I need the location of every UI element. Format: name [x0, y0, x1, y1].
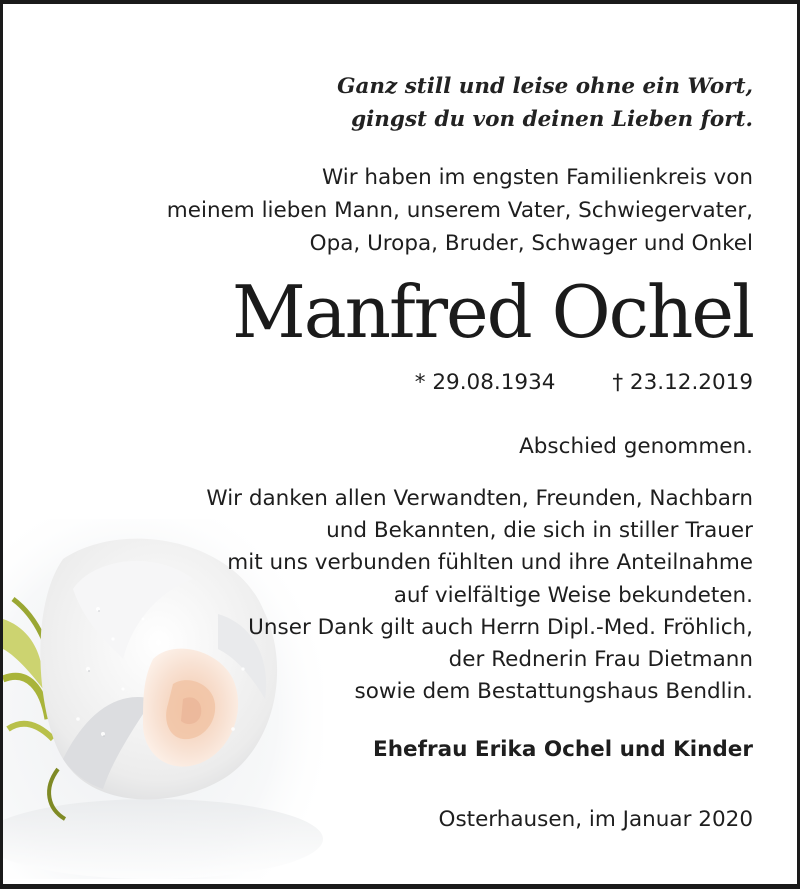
- thanks-line: mit uns verbunden fühlten und ihre Anteilnahme: [227, 550, 753, 576]
- place-and-date: Osterhausen, im Januar 2020: [438, 807, 753, 832]
- death-date: † 23.12.2019: [612, 370, 753, 395]
- birth-date: * 29.08.1934: [414, 370, 556, 395]
- memorial-verse: [337, 70, 753, 136]
- life-dates: [415, 368, 753, 398]
- thanks-line: Wir danken allen Verwandten, Freunden, Nachbarn: [206, 486, 753, 511]
- farewell-text: Abschied genommen.: [519, 434, 753, 459]
- intro-line: meinem lieben Mann, unserem Vater, Schwiegervater,: [166, 198, 753, 223]
- thanks-line: und Bekannten, die sich in stiller Trauer: [326, 518, 753, 544]
- intro-paragraph: [167, 161, 753, 260]
- thanks-line: Unser Dank gilt auch Herrn Dipl.-Med. Fröhlich,: [248, 614, 753, 640]
- intro-line: Opa, Uropa, Bruder, Schwager und Onkel: [309, 231, 753, 256]
- verse-line: Ganz still und leise ohne ein Wort,: [337, 74, 753, 99]
- family-signature: Ehefrau Erika Ochel und Kinder: [373, 737, 753, 762]
- thanks-paragraph: [206, 483, 753, 708]
- verse-line: gingst du von deinen Lieben fort.: [351, 107, 753, 132]
- thanks-line: auf vielfältige Weise bekundeten.: [393, 582, 753, 608]
- thanks-line: der Rednerin Frau Dietmann: [448, 647, 753, 673]
- intro-line: Wir haben im engsten Familienkreis von: [322, 165, 753, 190]
- thanks-line: sowie dem Bestattungshaus Bendlin.: [354, 679, 753, 705]
- deceased-name: Manfred Ochel: [231, 270, 753, 354]
